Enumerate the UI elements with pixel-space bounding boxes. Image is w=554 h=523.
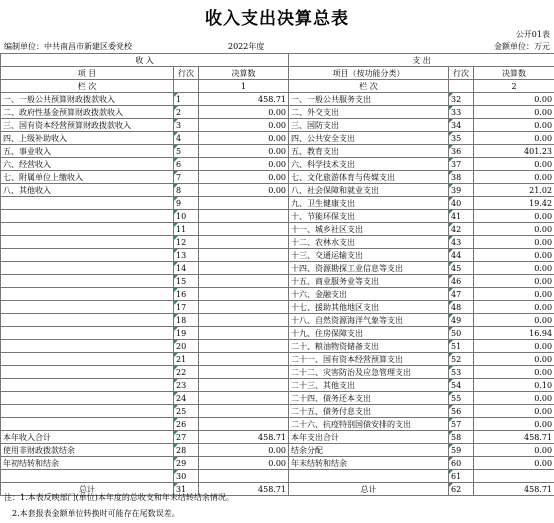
expense-item: 十六、金融支出 xyxy=(289,288,449,301)
expense-row-number: 50 xyxy=(449,327,474,340)
table-row xyxy=(1,210,554,223)
expense-item: 十、节能环保支出 xyxy=(289,210,449,223)
table-row xyxy=(1,106,554,119)
income-item xyxy=(1,288,174,301)
income-item: 四、上级补助收入 xyxy=(1,132,174,145)
income-row-number: 17 xyxy=(174,301,199,314)
expense-summary-item: 结余分配 xyxy=(289,444,449,457)
income-col-number: 1 xyxy=(199,80,289,93)
income-row-number: 20 xyxy=(174,340,199,353)
table-row xyxy=(1,171,554,184)
income-amount xyxy=(199,314,289,327)
expense-item: 十九、住房保障支出 xyxy=(289,327,449,340)
table-row xyxy=(1,145,554,158)
section-header-row xyxy=(1,54,554,67)
income-item xyxy=(1,392,174,405)
expense-item: 二十四、债务还本支出 xyxy=(289,392,449,405)
expense-item-header: 项目（按功能分类） xyxy=(289,67,449,80)
table-row xyxy=(1,366,554,379)
expense-row-number: 40 xyxy=(449,197,474,210)
expense-amount: 458.71 xyxy=(474,431,554,444)
income-item xyxy=(1,301,174,314)
expense-row-number: 60 xyxy=(449,457,474,470)
income-row-number: 14 xyxy=(174,262,199,275)
expense-row-number: 53 xyxy=(449,366,474,379)
income-row-number: 26 xyxy=(174,418,199,431)
expense-item: 十八、自然资源海洋气象等支出 xyxy=(289,314,449,327)
expense-amount: 0.00 xyxy=(474,457,554,470)
expense-amount: 0.10 xyxy=(474,379,554,392)
expense-summary-item: 年末结转和结余 xyxy=(289,457,449,470)
expense-row-number: 61 xyxy=(449,470,474,483)
table-row xyxy=(1,158,554,171)
expense-amount: 19.42 xyxy=(474,197,554,210)
expense-row-number: 46 xyxy=(449,275,474,288)
expense-amount: 0.00 xyxy=(474,249,554,262)
footnotes xyxy=(4,490,234,522)
income-item: 六、经营收入 xyxy=(1,158,174,171)
income-total-amount: 458.71 xyxy=(199,483,289,496)
expense-item: 五、教育支出 xyxy=(289,145,449,158)
income-item xyxy=(1,405,174,418)
table-row xyxy=(1,223,554,236)
expense-amount: 0.00 xyxy=(474,158,554,171)
table-row xyxy=(1,353,554,366)
income-row-number: 16 xyxy=(174,288,199,301)
income-amount: 0.00 xyxy=(199,444,289,457)
income-amount xyxy=(199,392,289,405)
income-row-number: 15 xyxy=(174,275,199,288)
expense-amount: 0.00 xyxy=(474,301,554,314)
income-item: 一、一般公共预算财政拨款收入 xyxy=(1,93,174,106)
column-header-row xyxy=(1,67,554,80)
expense-row-number: 55 xyxy=(449,392,474,405)
income-amount: 0.00 xyxy=(199,184,289,197)
expense-amount: 0.00 xyxy=(474,236,554,249)
income-row-number: 10 xyxy=(174,210,199,223)
expense-item: 四、公共安全支出 xyxy=(289,132,449,145)
expense-amount: 0.00 xyxy=(474,392,554,405)
expense-row-number: 58 xyxy=(449,431,474,444)
expense-row-number: 41 xyxy=(449,210,474,223)
income-amount-header: 决算数 xyxy=(199,67,289,80)
column-index-row xyxy=(1,80,554,93)
income-item xyxy=(1,314,174,327)
income-row-number: 23 xyxy=(174,379,199,392)
table-row xyxy=(1,392,554,405)
table-row xyxy=(1,314,554,327)
summary-table xyxy=(0,53,554,496)
income-amount: 0.00 xyxy=(199,106,289,119)
income-row-number: 1 xyxy=(174,93,199,106)
expense-row-number: 32 xyxy=(449,93,474,106)
income-amount: 0.00 xyxy=(199,145,289,158)
income-row-number: 4 xyxy=(174,132,199,145)
expense-row-number: 33 xyxy=(449,106,474,119)
expense-amount: 0.00 xyxy=(474,132,554,145)
expense-amount xyxy=(474,470,554,483)
expense-item: 十四、资源勘探工业信息等支出 xyxy=(289,262,449,275)
expense-total-amount: 458.71 xyxy=(474,483,554,496)
income-amount: 0.00 xyxy=(199,457,289,470)
income-row-number: 7 xyxy=(174,171,199,184)
expense-amount-header: 决算数 xyxy=(474,67,554,80)
income-row-number: 21 xyxy=(174,353,199,366)
expense-item: 一、一般公共服务支出 xyxy=(289,93,449,106)
reporting-unit: 编制单位：中共南昌市新建区委党校 xyxy=(4,42,132,51)
expense-amount: 0.00 xyxy=(474,444,554,457)
table-row xyxy=(1,327,554,340)
expense-amount: 0.00 xyxy=(474,223,554,236)
expense-row-number: 59 xyxy=(449,444,474,457)
expense-amount: 0.00 xyxy=(474,93,554,106)
expense-amount: 21.02 xyxy=(474,184,554,197)
table-row xyxy=(1,379,554,392)
table-row xyxy=(1,236,554,249)
income-item xyxy=(1,210,174,223)
income-row-number: 25 xyxy=(174,405,199,418)
expense-row-number: 34 xyxy=(449,119,474,132)
expense-amount: 0.00 xyxy=(474,314,554,327)
expense-row-number: 47 xyxy=(449,288,474,301)
expense-amount: 16.94 xyxy=(474,327,554,340)
expense-item: 二十一、国有资本经营预算支出 xyxy=(289,353,449,366)
footnote-2: 2.本套报表金额单位转换时可能存在尾数误差。 xyxy=(12,509,180,518)
income-amount xyxy=(199,197,289,210)
income-item-header: 项 目 xyxy=(1,67,174,80)
income-summary-item: 本年收入合计 xyxy=(1,431,174,444)
expense-item: 十三、交通运输支出 xyxy=(289,249,449,262)
expense-row-number: 37 xyxy=(449,158,474,171)
expense-row-number: 57 xyxy=(449,418,474,431)
expense-col-label: 栏 次 xyxy=(289,80,449,93)
income-amount xyxy=(199,405,289,418)
expense-row-number: 54 xyxy=(449,379,474,392)
income-amount: 458.71 xyxy=(199,431,289,444)
expense-amount: 0.00 xyxy=(474,275,554,288)
income-amount: 0.00 xyxy=(199,132,289,145)
expense-amount: 0.00 xyxy=(474,340,554,353)
expense-col-number: 2 xyxy=(474,80,554,93)
income-item xyxy=(1,223,174,236)
income-row-number: 2 xyxy=(174,106,199,119)
summary-row xyxy=(1,457,554,470)
table-row xyxy=(1,93,554,106)
table-row xyxy=(1,405,554,418)
expense-item: 二十三、其他支出 xyxy=(289,379,449,392)
expense-item: 二十、粮油物资储备支出 xyxy=(289,340,449,353)
expense-amount: 0.00 xyxy=(474,288,554,301)
expense-row-number: 48 xyxy=(449,301,474,314)
table-row xyxy=(1,119,554,132)
income-item xyxy=(1,340,174,353)
income-row-number: 9 xyxy=(174,197,199,210)
table-row xyxy=(1,301,554,314)
expense-amount: 0.00 xyxy=(474,405,554,418)
table-row xyxy=(1,418,554,431)
table-row xyxy=(1,340,554,353)
expense-row-number: 56 xyxy=(449,405,474,418)
expense-row-number: 43 xyxy=(449,236,474,249)
income-row-number: 29 xyxy=(174,457,199,470)
income-section-header: 收 入 xyxy=(1,54,289,67)
income-row-number: 3 xyxy=(174,119,199,132)
table-row xyxy=(1,249,554,262)
income-summary-item: 使用非财政拨款结余 xyxy=(1,444,174,457)
income-item xyxy=(1,249,174,262)
income-rowno-header: 行次 xyxy=(174,67,199,80)
expense-item: 十一、城乡社区支出 xyxy=(289,223,449,236)
summary-row xyxy=(1,431,554,444)
income-item: 五、事业收入 xyxy=(1,145,174,158)
expense-total-label: 总计 xyxy=(289,483,449,496)
expense-item: 八、社会保障和就业支出 xyxy=(289,184,449,197)
income-total-row-number: 31 xyxy=(174,483,199,496)
expense-amount: 0.00 xyxy=(474,119,554,132)
expense-amount: 0.00 xyxy=(474,418,554,431)
table-row xyxy=(1,197,554,210)
income-amount xyxy=(199,340,289,353)
amount-unit: 金额单位：万元 xyxy=(494,42,550,51)
expense-rowno-header: 行次 xyxy=(449,67,474,80)
expense-row-number: 36 xyxy=(449,145,474,158)
income-col-rowno xyxy=(174,80,199,93)
form-number: 公开01表 xyxy=(515,30,550,39)
summary-row xyxy=(1,470,554,483)
expense-row-number: 45 xyxy=(449,262,474,275)
income-row-number: 12 xyxy=(174,236,199,249)
income-amount xyxy=(199,223,289,236)
expense-row-number: 38 xyxy=(449,171,474,184)
income-amount xyxy=(199,262,289,275)
expense-row-number: 44 xyxy=(449,249,474,262)
income-amount: 0.00 xyxy=(199,158,289,171)
income-amount xyxy=(199,249,289,262)
income-row-number: 22 xyxy=(174,366,199,379)
report-title: 收入支出决算总表 xyxy=(205,9,349,29)
expense-col-rowno xyxy=(449,80,474,93)
expense-row-number: 49 xyxy=(449,314,474,327)
expense-summary-item: 本年支出合计 xyxy=(289,431,449,444)
income-row-number: 27 xyxy=(174,431,199,444)
expense-row-number: 42 xyxy=(449,223,474,236)
income-row-number: 19 xyxy=(174,327,199,340)
income-item: 二、政府性基金预算财政拨款收入 xyxy=(1,106,174,119)
expense-item: 十五、商业服务业等支出 xyxy=(289,275,449,288)
income-item xyxy=(1,236,174,249)
income-row-number: 24 xyxy=(174,392,199,405)
footnote-1: 注：1.本表反映部门(单位)本年度的总收支和年末结转结余情况。 xyxy=(4,493,234,502)
income-row-number: 18 xyxy=(174,314,199,327)
income-amount xyxy=(199,470,289,483)
expense-row-number: 51 xyxy=(449,340,474,353)
income-summary-item xyxy=(1,470,174,483)
income-item xyxy=(1,262,174,275)
table-row xyxy=(1,275,554,288)
income-item xyxy=(1,275,174,288)
income-col-label: 栏 次 xyxy=(1,80,174,93)
income-row-number: 11 xyxy=(174,223,199,236)
income-summary-item: 年初结转和结余 xyxy=(1,457,174,470)
income-amount: 0.00 xyxy=(199,171,289,184)
report-meta xyxy=(0,40,554,52)
income-item xyxy=(1,366,174,379)
expense-summary-item xyxy=(289,470,449,483)
fiscal-year: 2022年度 xyxy=(228,42,265,51)
expense-item: 二十六、抗疫特别国债安排的支出 xyxy=(289,418,449,431)
expense-row-number: 39 xyxy=(449,184,474,197)
income-row-number: 13 xyxy=(174,249,199,262)
expense-amount: 0.00 xyxy=(474,106,554,119)
income-item xyxy=(1,327,174,340)
income-row-number: 6 xyxy=(174,158,199,171)
table-row xyxy=(1,132,554,145)
expense-total-row-number: 62 xyxy=(449,483,474,496)
expense-item: 三、国防支出 xyxy=(289,119,449,132)
income-amount xyxy=(199,210,289,223)
expense-amount: 0.00 xyxy=(474,262,554,275)
income-total-label: 总计 xyxy=(1,483,174,496)
income-row-number: 5 xyxy=(174,145,199,158)
income-amount: 458.71 xyxy=(199,93,289,106)
income-item: 八、其他收入 xyxy=(1,184,174,197)
income-item xyxy=(1,353,174,366)
expense-item: 九、卫生健康支出 xyxy=(289,197,449,210)
expense-item: 六、科学技术支出 xyxy=(289,158,449,171)
expense-row-number: 52 xyxy=(449,353,474,366)
income-amount xyxy=(199,236,289,249)
expense-amount: 0.00 xyxy=(474,210,554,223)
expense-item: 二、外交支出 xyxy=(289,106,449,119)
table-row xyxy=(1,262,554,275)
income-item xyxy=(1,418,174,431)
income-amount xyxy=(199,327,289,340)
expense-item: 十七、援助其他地区支出 xyxy=(289,301,449,314)
income-amount xyxy=(199,366,289,379)
income-amount xyxy=(199,275,289,288)
income-amount xyxy=(199,418,289,431)
income-amount: 0.00 xyxy=(199,119,289,132)
expense-row-number: 35 xyxy=(449,132,474,145)
income-item: 三、国有资本经营预算财政拨款收入 xyxy=(1,119,174,132)
income-item xyxy=(1,197,174,210)
summary-row xyxy=(1,444,554,457)
expense-item: 十二、农林水支出 xyxy=(289,236,449,249)
expense-amount: 0.00 xyxy=(474,366,554,379)
expense-item: 二十二、灾害防治及应急管理支出 xyxy=(289,366,449,379)
expense-item: 七、文化旅游体育与传媒支出 xyxy=(289,171,449,184)
income-row-number: 30 xyxy=(174,470,199,483)
income-amount xyxy=(199,288,289,301)
income-item xyxy=(1,379,174,392)
income-item: 七、附属单位上缴收入 xyxy=(1,171,174,184)
table-row xyxy=(1,288,554,301)
expense-amount: 401.23 xyxy=(474,145,554,158)
income-amount xyxy=(199,301,289,314)
expense-amount: 0.00 xyxy=(474,353,554,366)
income-row-number: 8 xyxy=(174,184,199,197)
expense-item: 二十五、债务付息支出 xyxy=(289,405,449,418)
expense-amount: 0.00 xyxy=(474,171,554,184)
income-amount xyxy=(199,379,289,392)
expense-section-header: 支 出 xyxy=(289,54,554,67)
income-row-number: 28 xyxy=(174,444,199,457)
table-row xyxy=(1,184,554,197)
income-amount xyxy=(199,353,289,366)
